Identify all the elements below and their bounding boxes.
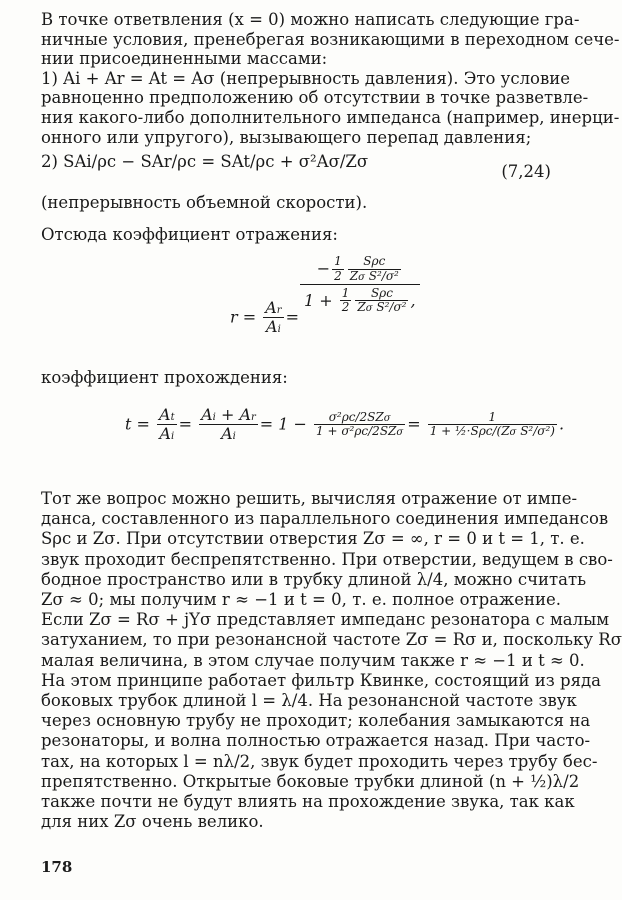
page-number: 178 — [41, 858, 73, 876]
intro-paragraph — [41, 10, 620, 147]
book-page: В точке ответвления (x = 0) можно написать следующие гра- ничные условия, пренебрегая возникающими в переходном сече- нии присоединенными массами: 1) Ai + Ar = At = Aσ (непрерывность давления). Это условие равноценно предположению об отсутствии в точке разветвле- ния какого-либо дополнительного импеданса (например, инерци- онного или упругого), вызывающего перепад давления; 2) SAi/ρc − SAr/ρc = SAt/ρc + σ²Aσ/Zσ (7,24) (непрерывность объемной скорости). Отсюда коэффициент отражения: r = $\frac{Ar}{Ai}$ = − $\frac{1}{2}$ $\frac{\text{Sρc}}{\text{Zσ S²/σ²}}$ 1 + $\frac{1}{2}$ $\frac{\text{Sρc}}{\text{Zσ S²/σ²}}$ , коэффициент прохождения: t = $\frac{At}{Ai}$ = $\frac{Ai + Ar}{Ai}$ = 1 − $\frac{\text{σ²ρc/2SZσ}}{\text{1 + σ²ρc/2SZσ}}$ = $\frac{1}{\text{1 + ½·Sρc/(Zσ S²/σ²)}}$ . Тот же вопрос можно решить, вычисляя отражение от импе- данса, составленного из параллельного соединения импедансов Sρc и Zσ. При отсутствии отверстия Zσ = ∞, r = 0 и t = 1, т. е. звук проходит беспрепятственно. При отверстии, ведущем в сво- бодное пространство или в трубку длиной λ/4, можно считать Zσ ≈ 0; мы получим r ≈ −1 и t = 0, т. е. полное отражение. Если Zσ = Rσ + jYσ представляет импеданс резонатора с малым затуханием, то при резонансной частоте Zσ = Rσ и, поскольку Rσ малая величина, в этом случае получим также r ≈ −1 и t ≈ 0. На этом принципе работает фильтр Квинке, состоящий из ряда боковых трубок длиной l = λ/4. На резонансной частоте звук через основную трубу не проходит; колебания замыкаются на резонаторы, и волна полностью отражается назад. При часто- тах, на которых l = nλ/2, звук будет проходить через трубу бес- препятственно. Открытые боковые трубки длиной (n + ½)λ/2 также почти не будут влиять на прохождение звука, так как для них Zσ очень велико. 178 — [41, 10, 622, 876]
text-line: также почти не будут влиять на прохождение звука, так как — [41, 792, 575, 812]
text-line: Тот же вопрос можно решить, вычисляя отражение от импе- — [41, 489, 578, 508]
text-line: затуханием, то при резонансной частоте Zσ = Rσ и, поскольку Rσ — [41, 630, 622, 650]
text-line: ния какого-либо дополнительного импеданса (например, инерци- — [41, 107, 620, 127]
body-paragraph — [41, 489, 622, 832]
reflection-heading: Отсюда коэффициент отражения: — [41, 225, 338, 244]
text-line: На этом принципе работает фильтр Квинке, состоящий из ряда — [41, 670, 602, 690]
text-line: ничные условия, пренебрегая возникающими в переходном сече- — [41, 29, 620, 49]
eq24-note: (непрерывность объемной скорости). — [41, 193, 368, 212]
text-line: звук проходит беспрепятственно. При отверстии, ведущем в сво- — [41, 549, 613, 569]
text-line: Zσ ≈ 0; мы получим r ≈ −1 и t = 0, т. е. полное отражение. — [41, 590, 561, 610]
text-line: боковых трубок длиной l = λ/4. На резонансной частоте звук — [41, 691, 577, 711]
text-line: нии присоединенными массами: — [41, 49, 328, 69]
text-line: для них Zσ очень велико. — [41, 812, 264, 832]
text-line: равноценно предположению об отсутствии в точке разветвле- — [41, 88, 589, 108]
text-line: малая величина, в этом случае получим также r ≈ −1 и t ≈ 0. — [41, 650, 585, 670]
text-line: резонаторы, и волна полностью отражается назад. При часто- — [41, 731, 591, 751]
equation-number: (7,24) — [501, 162, 551, 181]
text-line: В точке ответвления (x = 0) можно написать следующие гра- — [41, 10, 580, 29]
equation-7-24 — [41, 152, 561, 181]
equation-7-24-text: 2) SAi/ρc − SAr/ρc = SAt/ρc + σ²Aσ/Zσ — [41, 152, 369, 171]
text-line: онного или упругого), вызывающего перепад давления; — [41, 127, 532, 147]
text-line: через основную трубу не проходит; колебания замыкаются на — [41, 711, 591, 731]
text-line: тах, на которых l = nλ/2, звук будет проходить через трубу бес- — [41, 751, 598, 771]
text-line: Sρc и Zσ. При отсутствии отверстия Zσ = ∞, r = 0 и t = 1, т. е. — [41, 529, 585, 549]
text-line: данса, составленного из параллельного соединения импедансов — [41, 509, 609, 529]
text-line: препятственно. Открытые боковые трубки длиной (n + ½)λ/2 — [41, 771, 580, 791]
text-line: 1) Ai + Ar = At = Aσ (непрерывность давления). Это условие — [41, 68, 571, 88]
text-line: бодное пространство или в трубку длиной λ/4, можно считать — [41, 569, 587, 589]
transmission-heading: коэффициент прохождения: — [41, 368, 288, 387]
text-line: Если Zσ = Rσ + jYσ представляет импеданс резонатора с малым — [41, 610, 610, 630]
